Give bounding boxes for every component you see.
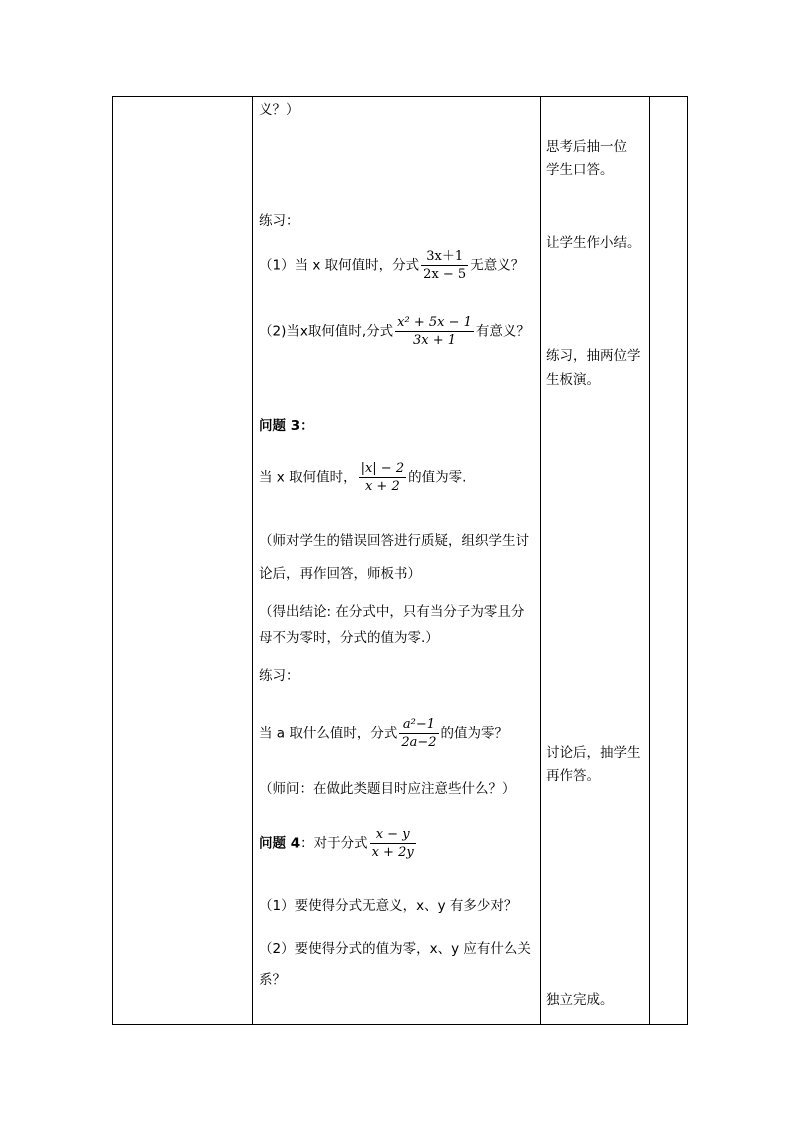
question4-item2-line1: （2）要使得分式的值为零，x、y 应有什么关 xyxy=(259,941,531,957)
fraction-q4: $\frac{x - y}{x + 2y}$ xyxy=(371,827,414,860)
activity-note4-line1: 讨论后，抽学生 xyxy=(546,745,641,761)
practice1-item1: （1）当 x 取何值时，分式 $\frac{3x+1}{2x - 5}$ 无意义？ xyxy=(259,249,525,282)
activity-note3-line1: 练习，抽两位学 xyxy=(546,348,641,364)
top-fragment: 义？） xyxy=(259,102,300,118)
teacher-note-line2: 论后，再作回答，师板书） xyxy=(259,566,421,582)
conclusion-line1: （得出结论: 在分式中，只有当分子为零且分 xyxy=(259,604,525,620)
practice1-title: 练习： xyxy=(259,213,300,229)
question4-item1: （1）要使得分式无意义，x、y 有多少对？ xyxy=(259,898,518,914)
question4-title: 问题 4 xyxy=(259,835,301,852)
practice2-item: 当 a 取什么值时，分式 $\frac{\text{a²−1}}{2a-2}$ 的值为零？ xyxy=(259,717,509,750)
activity-note1-line1: 思考后抽一位 xyxy=(546,139,627,155)
question4-item2-line2: 系？ xyxy=(259,972,286,988)
column-divider-2 xyxy=(540,97,541,1024)
fraction-q3: $\frac{|x| - 2}{x + 2}$ xyxy=(360,461,405,494)
activity-note4-line2: 再作答。 xyxy=(546,768,600,784)
practice1-item2: （2)当x取何值时,分式 $\frac{\text{x² + 5x − 1}}{3x + 1}$ 有意义？ xyxy=(259,315,530,348)
column-divider-1 xyxy=(252,97,253,1024)
fraction-p2: $\frac{\text{x² + 5x − 1}}{3x + 1}$ xyxy=(397,315,472,348)
activity-note5: 独立完成。 xyxy=(546,992,614,1008)
question3-text: 当 x 取何值时， $\frac{|x| - 2}{x + 2}$ 的值为零. xyxy=(259,461,467,494)
activity-note3-line2: 生板演。 xyxy=(546,372,600,388)
practice2-title: 练习： xyxy=(259,668,300,684)
fraction-p3: $\frac{\text{a²−1}}{2a-2}$ xyxy=(401,717,437,750)
question4-line: 问题 4：对于分式 $\frac{x - y}{x + 2y}$ xyxy=(259,827,414,860)
teacher-question: （师问：在做此类题目时应注意些什么？） xyxy=(259,781,516,797)
fraction-p1: $\frac{3x+1}{2x - 5}$ xyxy=(423,249,467,282)
question3-title: 问题 3： xyxy=(259,418,314,434)
activity-note2: 让学生作小结。 xyxy=(546,235,641,251)
column-divider-3 xyxy=(649,97,650,1024)
conclusion-line2: 母不为零时，分式的值为零.） xyxy=(259,630,439,646)
activity-note1-line2: 学生口答。 xyxy=(546,162,614,178)
teacher-note-line1: （师对学生的错误回答进行质疑，组织学生讨 xyxy=(259,533,529,549)
